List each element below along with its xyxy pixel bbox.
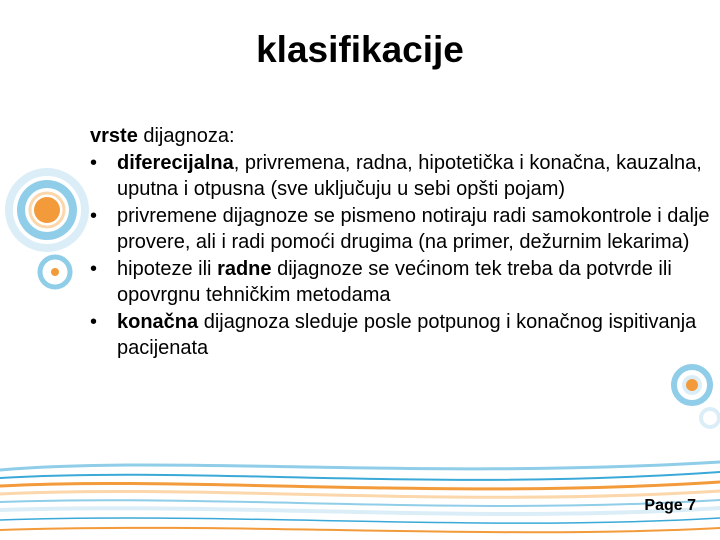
bullet-pre: hipoteze ili [117, 257, 218, 280]
left-circle-cluster [9, 172, 85, 248]
bullet-icon: • [90, 151, 98, 174]
bullet-item [90, 256, 710, 309]
bullet-item [90, 150, 710, 203]
bottom-wave-lines [0, 462, 720, 532]
bullet-item [90, 309, 710, 362]
left-small-circle [40, 257, 70, 287]
bullet-icon: • [90, 204, 98, 227]
bullet-bold: konačna [117, 310, 199, 333]
intro-line [90, 123, 710, 150]
bullet-text: dijagnoze se većinom tek treba da potvrde ili opovrgnu tehničkim metodama [117, 257, 672, 306]
slide-body [90, 123, 710, 362]
intro-rest: dijagnoza: [137, 125, 235, 147]
bullet-icon: • [90, 257, 98, 280]
bullet-text: , privremena, radna, hipotetička i konačna, kauzalna, uputna i otpusna (sve uključuju u sebi opšti pojam) [117, 151, 702, 200]
bullet-bold: radne [217, 257, 272, 280]
page-number: Page 7 [644, 497, 696, 514]
bullet-bold: diferecijalna [117, 151, 234, 174]
bullet-text: privremene dijagnoze se pismeno notiraju radi samokontrole i dalje provere, ali i radi pomoći drugima (na primer, dežurnim lekarima) [117, 204, 710, 253]
slide-title: klasifikacije [256, 29, 464, 70]
bullet-item [90, 203, 710, 256]
right-circle-cluster [674, 367, 719, 427]
bullet-text: dijagnoza sleduje posle potpunog i konačnog ispitivanja pacijenata [117, 310, 697, 359]
bullet-icon: • [90, 310, 98, 333]
intro-bold: vrste [90, 125, 138, 147]
bullet-list [90, 150, 710, 362]
